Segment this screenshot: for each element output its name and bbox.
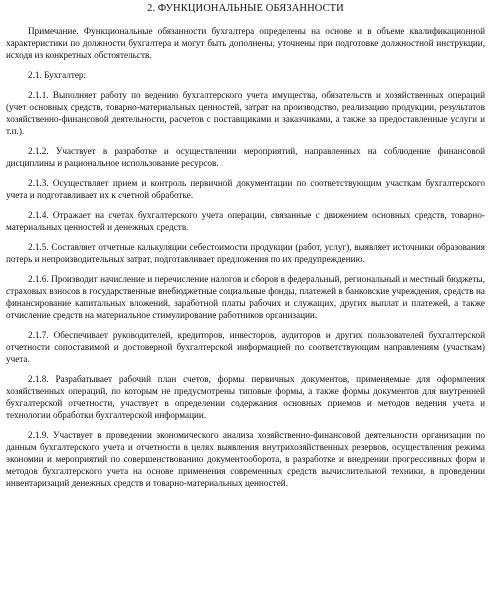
clause-2-1: 2.1. Бухгалтер: <box>28 70 87 80</box>
clause-2-1-8: 2.1.8. Разрабатывает рабочий план счетов, формы первичных документов, применяемые для оформления хозяйственных операций, по которым не предусмотрены типовые формы, а также формы документов для внутренней бухгалтерской отчетности, участвует в определении содержания основных приемов и методов ведения учета и технологии обработки бухгалтерской информации. <box>6 374 485 420</box>
clause-2-1-9: 2.1.9. Участвует в проведении экономического анализа хозяйственно-финансовой деятельности организации по данным бухгалтерского учета и отчетности в целях выявления внутрихозяйственных резервов, осуществления режима экономии и мероприятий по совершенствованию документооборота, в разработке и внедрении прогрессивных форм и методов бухгалтерского учета на основе применения современных средств вычислительной техники, в проведении инвентаризаций денежных средств и товарно-материальных ценностей. <box>6 430 485 488</box>
clause-2-1-5: 2.1.5. Составляет отчетные калькуляции себестоимости продукции (работ, услуг), выявляет источники образования потерь и непроизводительных затрат, подготавливает предложения по их предупреждению. <box>6 242 485 264</box>
clause-2-1-4: 2.1.4. Отражает на счетах бухгалтерского учета операции, связанные с движением основных средств, товарно-материальных ценностей и денежных средств. <box>6 210 485 232</box>
clause-2-1-2: 2.1.2. Участвует в разработке и осуществлении мероприятий, направленных на соблюдение финансовой дисциплины и рациональное использование ресурсов. <box>6 146 485 168</box>
clause-2-1-1: 2.1.1. Выполняет работу по ведению бухгалтерского учета имущества, обязательств и хозяйственных операций (учет основных средств, товарно-материальных ценностей, затрат на производство, реализацию продукции, результатов хозяйственно-финансовой деятельности, расчетов с поставщиками и заказчиками, а также за предоставленные услуги и т.п.). <box>6 90 485 136</box>
clause-2-1-7: 2.1.7. Обеспечивает руководителей, кредиторов, инвесторов, аудиторов и других пользователей бухгалтерской отчетности сопоставимой и достоверной бухгалтерской информацией по соответствующим направлениям (участкам) учета. <box>6 330 485 364</box>
clause-2-1-3: 2.1.3. Осуществляет прием и контроль первичной документации по соответствующим участкам бухгалтерского учета и подготавливает их к счетной обработке. <box>6 178 485 200</box>
note-paragraph: Примечание. Функциональные обязанности бухгалтера определены на основе и в объеме квалификационной характеристики по должности бухгалтера и могут быть дополнены, уточнены при подготовке должностной инструкции, исходя из конкретных обстоятельств. <box>6 26 485 60</box>
clause-2-1-6: 2.1.6. Производит начисление и перечисление налогов и сборов в федеральный, региональный и местный бюджеты, страховых взносов в государственные внебюджетные социальные фонды, платежей в банковские учреждения, средств на финансирование капитальных вложений, заработной платы рабочих и служащих, других выплат и платежей, а также отчисление средств на материальное стимулирование работников организации. <box>6 274 485 320</box>
section-heading: 2. ФУНКЦИОНАЛЬНЫЕ ОБЯЗАННОСТИ <box>147 3 344 14</box>
